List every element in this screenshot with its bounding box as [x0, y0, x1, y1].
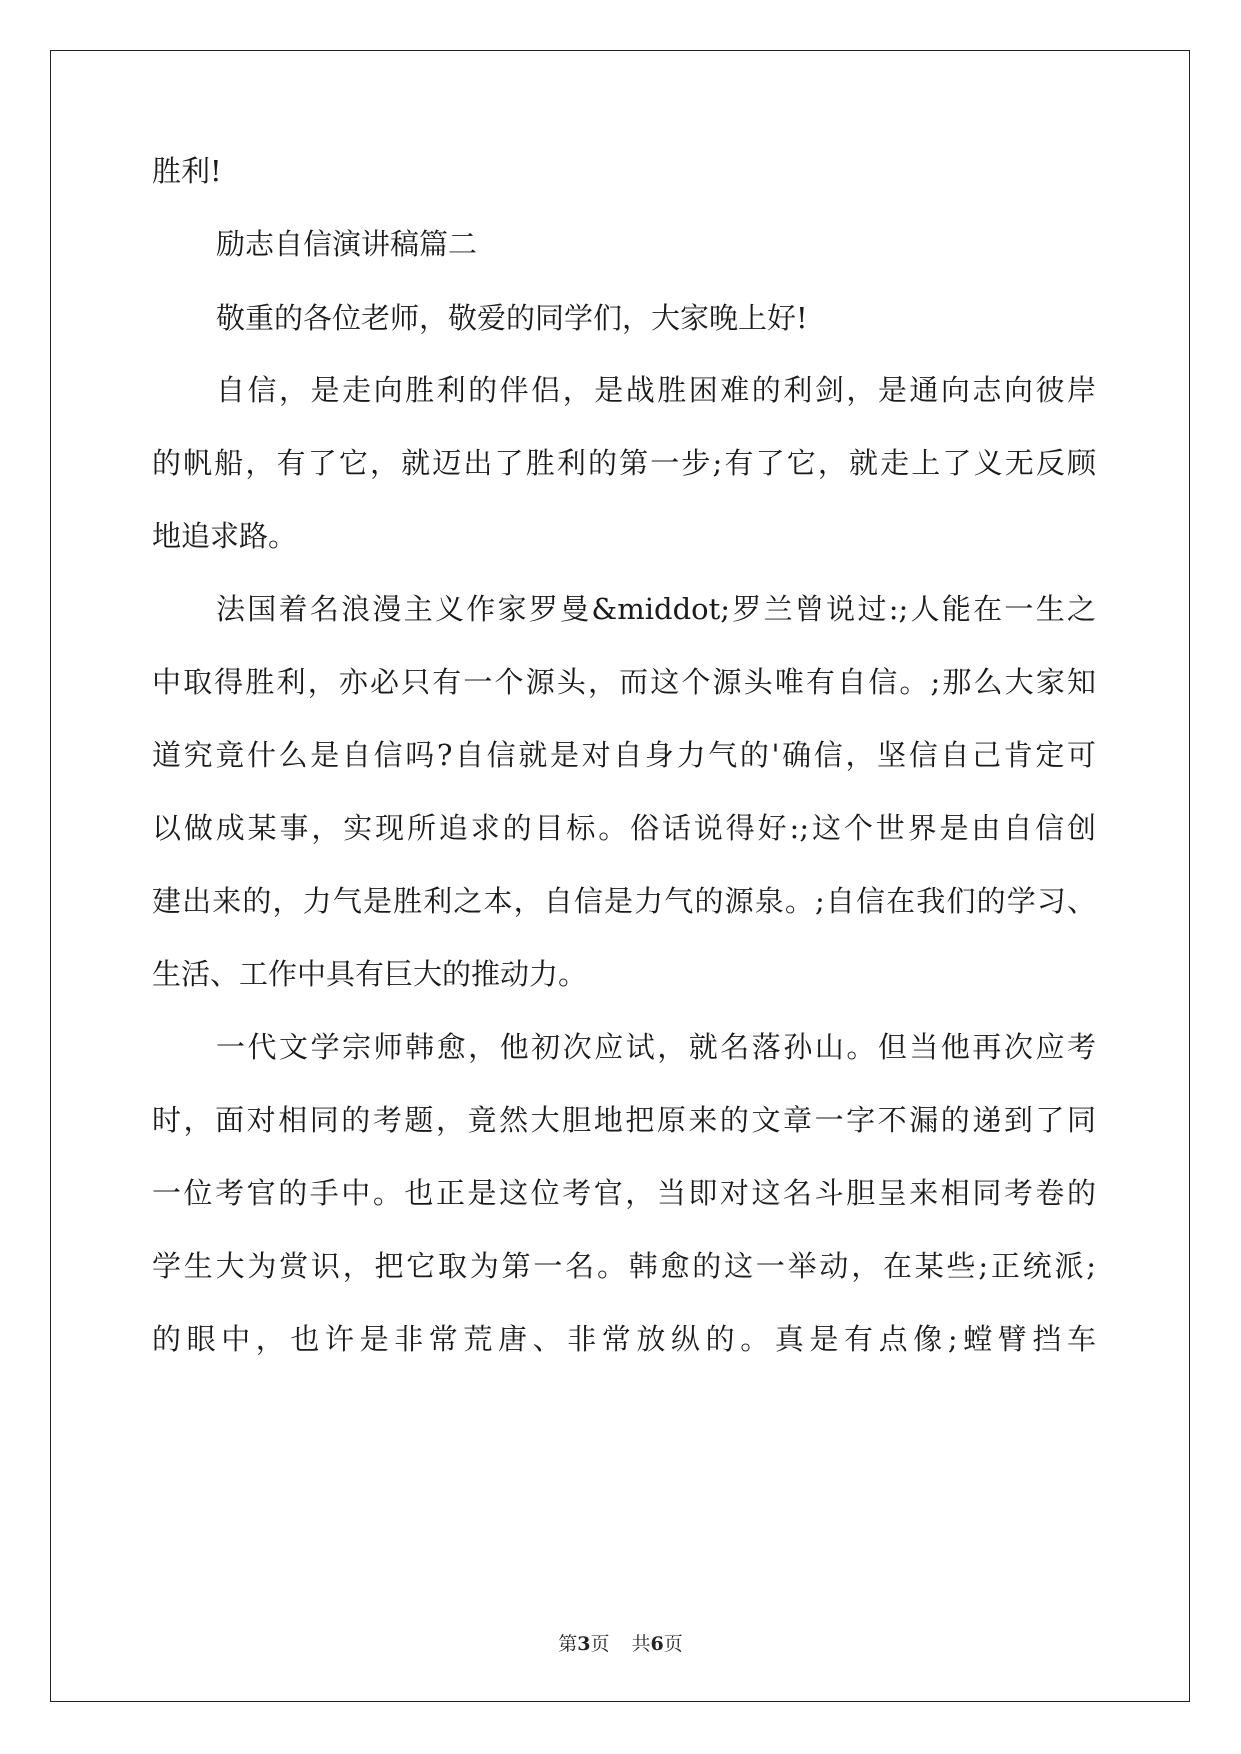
- text-line: 时，面对相同的考题，竟然大胆地把原来的文章一字不漏的递到了同: [152, 1103, 1096, 1137]
- page-footer: [0, 1632, 1241, 1656]
- text-line: 法国着名浪漫主义作家罗曼&middot;罗兰曾说过:;人能在一生之: [216, 592, 1096, 626]
- text-line: 的眼中，也许是非常荒唐、非常放纵的。真是有点像;螳臂挡车: [152, 1322, 1096, 1356]
- total-prefix: 共: [631, 1633, 651, 1655]
- text-line: 一代文学宗师韩愈，他初次应试，就名落孙山。但当他再次应考: [216, 1030, 1096, 1064]
- text-line: 道究竟什么是自信吗?自信就是对自身力气的'确信，坚信自己肯定可: [152, 738, 1096, 772]
- text-line: 以做成某事，实现所追求的目标。俗话说得好:;这个世界是由自信创: [152, 811, 1096, 845]
- text-line: 建出来的，力气是胜利之本，自信是力气的源泉。;自信在我们的学习、: [152, 884, 1096, 918]
- text-line: 地追求路。: [152, 519, 298, 553]
- text-line: 一位考官的手中。也正是这位考官，当即对这名斗胆呈来相同考卷的: [152, 1176, 1096, 1210]
- salutation-line: 敬重的各位老师，敬爱的同学们，大家晚上好!: [216, 301, 808, 335]
- text-line: 中取得胜利，亦必只有一个源头，而这个源头唯有自信。;那么大家知: [152, 665, 1096, 699]
- section-heading: 励志自信演讲稿篇二: [216, 227, 478, 261]
- total-suffix: 页: [663, 1633, 683, 1655]
- page-suffix: 页: [590, 1633, 610, 1655]
- text-line: 学生大为赏识，把它取为第一名。韩愈的这一举动，在某些;正统派;: [152, 1249, 1096, 1283]
- page-prefix: 第: [558, 1633, 578, 1655]
- text-line: 胜利!: [152, 154, 222, 188]
- text-line: 生活、工作中具有巨大的推动力。: [152, 957, 588, 991]
- page-total: 6: [650, 1633, 664, 1655]
- page-current: 3: [577, 1633, 591, 1655]
- text-line: 自信，是走向胜利的伴侣，是战胜困难的利剑，是通向志向彼岸: [216, 373, 1096, 407]
- text-line: 的帆船，有了它，就迈出了胜利的第一步;有了它，就走上了义无反顾: [152, 446, 1096, 480]
